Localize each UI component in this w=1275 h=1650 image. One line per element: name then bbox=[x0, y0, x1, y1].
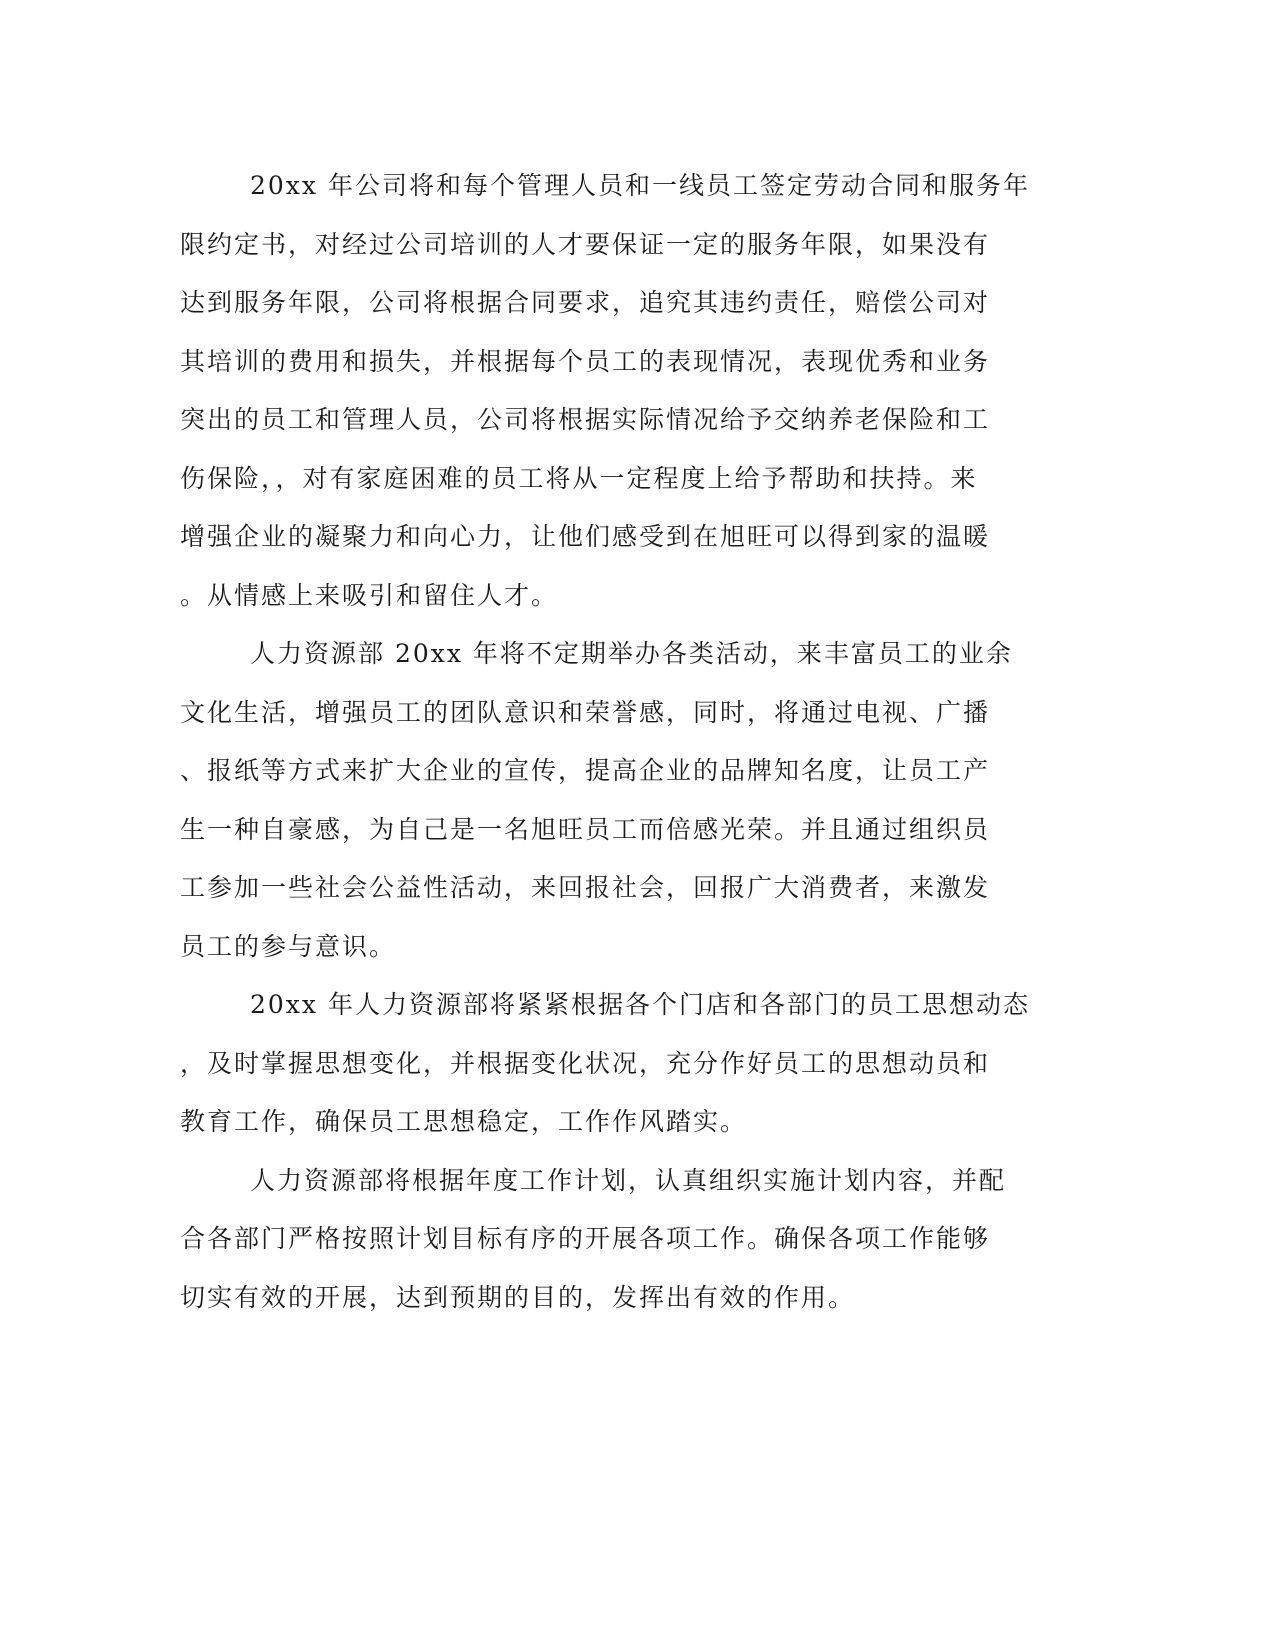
document-body bbox=[180, 157, 1050, 1327]
paragraph-line: 生一种自豪感，为自己是一名旭旺员工而倍感光荣。并且通过组织员 bbox=[180, 814, 991, 844]
paragraph-line: 人力资源部 20xx 年将不定期举办各类活动，来丰富员工的业余 bbox=[250, 639, 1013, 668]
paragraph-2 bbox=[180, 625, 1050, 976]
paragraph-4 bbox=[180, 1152, 1050, 1328]
paragraph-1 bbox=[180, 157, 1050, 625]
paragraph-line: ，及时掌握思想变化，并根据变化状况，充分作好员工的思想动员和 bbox=[180, 1048, 991, 1078]
paragraph-line: 其培训的费用和损失，并根据每个员工的表现情况，表现优秀和业务 bbox=[180, 346, 991, 376]
paragraph-line: 突出的员工和管理人员，公司将根据实际情况给予交纳养老保险和工 bbox=[180, 405, 991, 434]
paragraph-line: 工参加一些社会公益性活动，来回报社会，回报广大消费者，来激发 bbox=[180, 873, 991, 902]
paragraph-line: 员工的参与意识。 bbox=[180, 931, 397, 961]
paragraph-line: 、报纸等方式来扩大企业的宣传，提高企业的品牌知名度，让员工产 bbox=[180, 756, 991, 785]
paragraph-line: 。从情感上来吸引和留住人才。 bbox=[180, 580, 559, 610]
paragraph-3 bbox=[180, 976, 1050, 1152]
paragraph-line: 增强企业的凝聚力和向心力，让他们感受到在旭旺可以得到家的温暖 bbox=[180, 522, 991, 551]
paragraph-line: 伤保险，，对有家庭困难的员工将从一定程度上给予帮助和扶持。来 bbox=[180, 463, 978, 493]
paragraph-line: 文化生活，增强员工的团队意识和荣誉感，同时，将通过电视、广播 bbox=[180, 697, 991, 727]
paragraph-line: 教育工作，确保员工思想稳定，工作作风踏实。 bbox=[180, 1107, 748, 1136]
paragraph-line: 限约定书，对经过公司培训的人才要保证一定的服务年限，如果没有 bbox=[180, 229, 991, 259]
paragraph-line: 20xx 年人力资源部将紧紧根据各个门店和各部门的员工思想动态 bbox=[250, 990, 1030, 1019]
paragraph-line: 切实有效的开展，达到预期的目的，发挥出有效的作用。 bbox=[180, 1282, 856, 1312]
paragraph-line: 人力资源部将根据年度工作计划，认真组织实施计划内容，并配 bbox=[250, 1165, 1007, 1195]
paragraph-line: 达到服务年限，公司将根据合同要求，追究其违约责任，赔偿公司对 bbox=[180, 288, 991, 317]
paragraph-line: 合各部门严格按照计划目标有序的开展各项工作。确保各项工作能够 bbox=[180, 1224, 991, 1253]
paragraph-line: 20xx 年公司将和每个管理人员和一线员工签定劳动合同和服务年 bbox=[250, 171, 1030, 200]
